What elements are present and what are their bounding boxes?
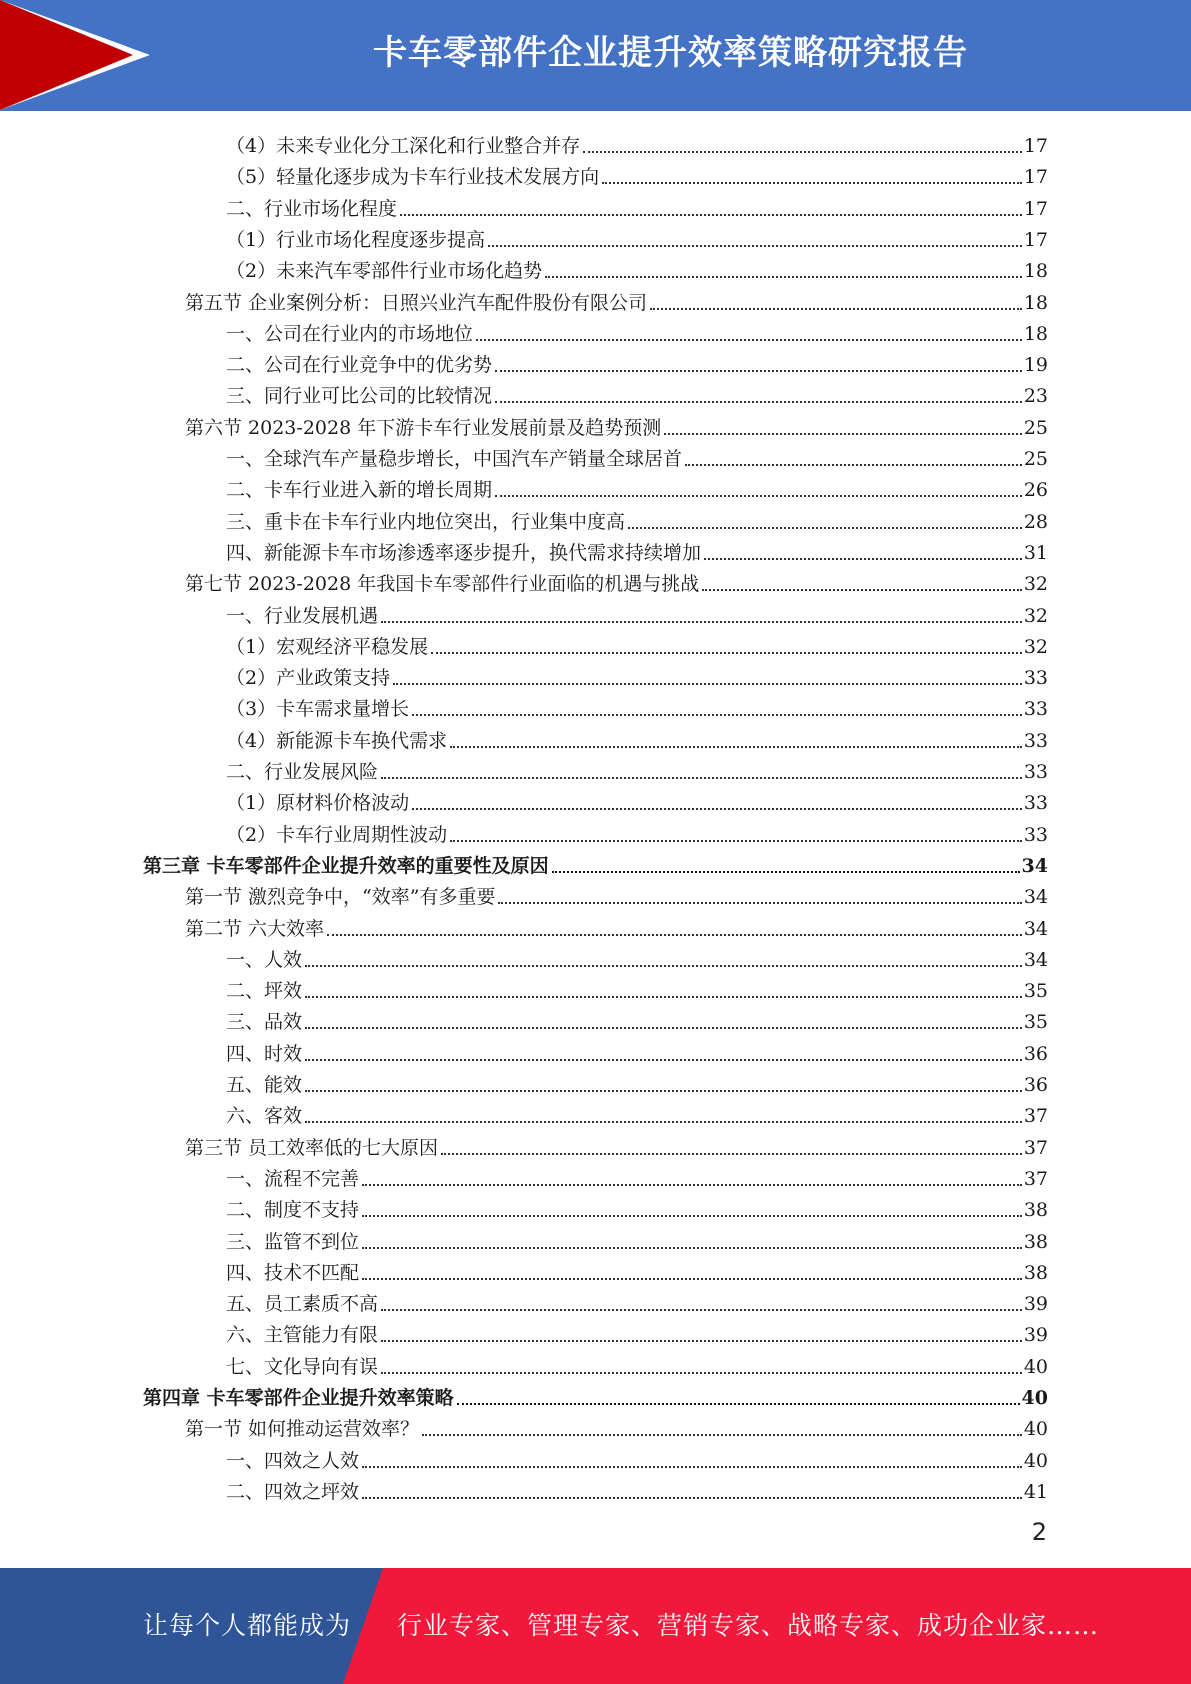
toc-entry[interactable] — [226, 785, 1048, 816]
toc-dot-leader — [362, 1278, 1022, 1280]
toc-dot-leader — [412, 808, 1022, 810]
toc-entry[interactable] — [226, 128, 1048, 159]
toc-entry[interactable] — [226, 191, 1048, 222]
toc-entry[interactable] — [226, 1349, 1048, 1380]
toc-entry[interactable] — [226, 629, 1048, 660]
toc-entry[interactable] — [226, 535, 1048, 566]
toc-entry-title: （2）未来汽车零部件行业市场化趋势 — [226, 260, 543, 282]
page-header-band — [0, 0, 1191, 111]
toc-entry-page: 18 — [1023, 260, 1048, 282]
toc-entry-title: 第三章 卡车零部件企业提升效率的重要性及原因 — [143, 855, 549, 877]
toc-entry-page: 34 — [1023, 918, 1048, 940]
toc-entry[interactable] — [226, 1161, 1048, 1192]
toc-dot-leader — [305, 996, 1022, 998]
toc-entry-title: 四、新能源卡车市场渗透率逐步提升，换代需求持续增加 — [226, 542, 702, 564]
toc-entry-page: 18 — [1023, 292, 1048, 314]
toc-dot-leader — [583, 151, 1022, 153]
toc-entry-title: （1）行业市场化程度逐步提高 — [226, 229, 486, 251]
toc-dot-leader — [381, 1340, 1022, 1342]
toc-dot-leader — [704, 558, 1022, 560]
toc-dot-leader — [305, 1059, 1022, 1061]
toc-dot-leader — [702, 589, 1022, 591]
toc-entry[interactable] — [226, 1098, 1048, 1129]
toc-entry-title: 三、重卡在卡车行业内地位突出，行业集中度高 — [226, 511, 626, 533]
toc-entry-page: 32 — [1023, 573, 1048, 595]
toc-entry-page: 17 — [1023, 166, 1048, 188]
toc-entry-title: 第四章 卡车零部件企业提升效率策略 — [143, 1387, 454, 1409]
toc-entry-page: 33 — [1023, 698, 1048, 720]
toc-entry[interactable] — [226, 598, 1048, 629]
toc-entry-page: 34 — [1021, 855, 1048, 877]
toc-entry[interactable] — [226, 817, 1048, 848]
toc-dot-leader — [628, 527, 1022, 529]
toc-entry-page: 19 — [1023, 354, 1048, 376]
toc-entry-title: 五、能效 — [226, 1074, 303, 1096]
toc-entry[interactable] — [185, 1411, 1048, 1442]
toc-entry-page: 26 — [1023, 479, 1048, 501]
toc-entry-title: 二、制度不支持 — [226, 1199, 360, 1221]
toc-entry-title: （5）轻量化逐步成为卡车行业技术发展方向 — [226, 166, 600, 188]
toc-entry[interactable] — [226, 347, 1048, 378]
toc-entry-page: 40 — [1021, 1387, 1048, 1409]
toc-entry[interactable] — [226, 504, 1048, 535]
toc-entry-page: 35 — [1023, 980, 1048, 1002]
toc-entry-page: 32 — [1023, 605, 1048, 627]
toc-entry-title: 二、行业市场化程度 — [226, 198, 398, 220]
toc-entry[interactable] — [226, 942, 1048, 973]
footer-slogan-right: 行业专家、管理专家、营销专家、战略专家、成功企业家…… — [397, 1611, 1100, 1640]
toc-entry-title: （2）卡车行业周期性波动 — [226, 824, 448, 846]
toc-entry-title: （3）卡车需求量增长 — [226, 698, 410, 720]
toc-entry-title: （4）未来专业化分工深化和行业整合并存 — [226, 135, 581, 157]
toc-entry-title: 四、技术不匹配 — [226, 1262, 360, 1284]
toc-entry-page: 35 — [1023, 1011, 1048, 1033]
toc-dot-leader — [381, 1309, 1022, 1311]
toc-dot-leader — [381, 777, 1022, 779]
toc-entry-title: 一、公司在行业内的市场地位 — [226, 323, 474, 345]
toc-entry-title: 二、公司在行业竞争中的优劣势 — [226, 354, 493, 376]
toc-entry-title: 七、文化导向有误 — [226, 1356, 379, 1378]
toc-entry-title: 二、坪效 — [226, 980, 303, 1002]
toc-entry-title: （2）产业政策支持 — [226, 667, 391, 689]
toc-entry[interactable] — [143, 1380, 1048, 1411]
toc-entry-page: 25 — [1023, 448, 1048, 470]
toc-entry[interactable] — [226, 378, 1048, 409]
toc-entry-title: 一、四效之人效 — [226, 1450, 360, 1472]
page-footer-band — [0, 1568, 1191, 1684]
toc-entry-page: 37 — [1023, 1168, 1048, 1190]
toc-entry-page: 33 — [1023, 792, 1048, 814]
toc-dot-leader — [305, 1027, 1022, 1029]
toc-dot-leader — [431, 652, 1022, 654]
toc-entry-page: 25 — [1023, 417, 1048, 439]
toc-dot-leader — [545, 276, 1022, 278]
toc-entry[interactable] — [226, 253, 1048, 284]
toc-entry[interactable] — [185, 566, 1048, 597]
toc-entry-title: 二、卡车行业进入新的增长周期 — [226, 479, 493, 501]
toc-entry-page: 33 — [1023, 761, 1048, 783]
toc-entry[interactable] — [185, 911, 1048, 942]
toc-entry[interactable] — [226, 159, 1048, 190]
toc-entry-title: 第七节 2023-2028 年我国卡车零部件行业面临的机遇与挑战 — [185, 573, 700, 595]
toc-dot-leader — [476, 339, 1022, 341]
toc-entry-page: 34 — [1023, 886, 1048, 908]
toc-entry-title: 第一节 如何推动运营效率？ — [185, 1418, 420, 1440]
toc-entry[interactable] — [226, 1317, 1048, 1348]
toc-dot-leader — [422, 1434, 1022, 1436]
toc-dot-leader — [327, 934, 1022, 936]
toc-dot-leader — [381, 1372, 1022, 1374]
toc-entry-page: 33 — [1023, 667, 1048, 689]
toc-dot-leader — [362, 1215, 1022, 1217]
toc-dot-leader — [602, 182, 1022, 184]
toc-entry[interactable] — [226, 316, 1048, 347]
toc-entry-page: 28 — [1023, 511, 1048, 533]
toc-entry[interactable] — [226, 1474, 1048, 1505]
toc-entry[interactable] — [226, 1036, 1048, 1067]
toc-entry[interactable] — [226, 1255, 1048, 1286]
toc-dot-leader — [381, 621, 1022, 623]
toc-entry[interactable] — [185, 879, 1048, 910]
toc-dot-leader — [488, 245, 1022, 247]
toc-dot-leader — [362, 1247, 1022, 1249]
toc-entry-title: 六、客效 — [226, 1105, 303, 1127]
toc-entry-page: 37 — [1023, 1137, 1048, 1159]
toc-entry[interactable] — [226, 1286, 1048, 1317]
toc-entry-page: 38 — [1023, 1199, 1048, 1221]
toc-entry-title: 三、监管不到位 — [226, 1231, 360, 1253]
toc-entry-page: 17 — [1023, 229, 1048, 251]
toc-entry-page: 40 — [1023, 1356, 1048, 1378]
toc-entry[interactable] — [226, 1443, 1048, 1474]
toc-entry-page: 39 — [1023, 1293, 1048, 1315]
toc-entry-title: 五、员工素质不高 — [226, 1293, 379, 1315]
toc-entry[interactable] — [143, 848, 1048, 879]
toc-entry[interactable] — [226, 1192, 1048, 1223]
toc-entry[interactable] — [226, 472, 1048, 503]
toc-entry-page: 38 — [1023, 1231, 1048, 1253]
toc-dot-leader — [495, 370, 1022, 372]
toc-entry[interactable] — [226, 1224, 1048, 1255]
toc-entry[interactable] — [226, 1067, 1048, 1098]
toc-entry-title: 二、四效之坪效 — [226, 1481, 360, 1503]
toc-dot-leader — [441, 1153, 1022, 1155]
toc-dot-leader — [305, 965, 1022, 967]
toc-entry-title: 一、人效 — [226, 949, 303, 971]
toc-entry-title: （4）新能源卡车换代需求 — [226, 730, 448, 752]
report-title: 卡车零部件企业提升效率策略研究报告 — [373, 33, 968, 73]
toc-entry-page: 39 — [1023, 1324, 1048, 1346]
toc-entry-page: 17 — [1023, 198, 1048, 220]
toc-entry-page: 37 — [1023, 1105, 1048, 1127]
toc-entry[interactable] — [185, 285, 1048, 316]
toc-dot-leader — [457, 1403, 1020, 1405]
toc-entry[interactable] — [226, 754, 1048, 785]
toc-entry-page: 38 — [1023, 1262, 1048, 1284]
toc-dot-leader — [412, 714, 1022, 716]
toc-entry-title: 一、全球汽车产量稳步增长，中国汽车产销量全球居首 — [226, 448, 683, 470]
toc-dot-leader — [495, 495, 1022, 497]
toc-entry[interactable] — [185, 410, 1048, 441]
toc-entry-page: 40 — [1023, 1450, 1048, 1472]
toc-entry[interactable] — [226, 222, 1048, 253]
footer-slogan-left: 让每个人都能成为 — [143, 1611, 352, 1640]
toc-entry-title: 一、行业发展机遇 — [226, 605, 379, 627]
toc-entry-page: 36 — [1023, 1043, 1048, 1065]
toc-dot-leader — [305, 1121, 1022, 1123]
toc-dot-leader — [650, 308, 1022, 310]
toc-entry[interactable] — [226, 660, 1048, 691]
toc-entry[interactable] — [226, 691, 1048, 722]
toc-entry-title: 第五节 企业案例分析：日照兴业汽车配件股份有限公司 — [185, 292, 648, 314]
page-number: 2 — [1031, 1518, 1047, 1546]
toc-dot-leader — [495, 401, 1022, 403]
toc-dot-leader — [393, 683, 1022, 685]
header-chevron-icon — [0, 0, 133, 110]
toc-entry-title: 第一节 激烈竞争中，“效率”有多重要 — [185, 886, 496, 908]
toc-entry-title: 三、品效 — [226, 1011, 303, 1033]
toc-entry-page: 33 — [1023, 730, 1048, 752]
toc-dot-leader — [400, 214, 1022, 216]
toc-entry-page: 41 — [1023, 1481, 1048, 1503]
toc-dot-leader — [664, 433, 1022, 435]
toc-entry[interactable] — [226, 1004, 1048, 1035]
toc-dot-leader — [305, 1090, 1022, 1092]
toc-entry[interactable] — [185, 1130, 1048, 1161]
toc-dot-leader — [498, 902, 1021, 904]
toc-entry-title: 第六节 2023-2028 年下游卡车行业发展前景及趋势预测 — [185, 417, 662, 439]
toc-entry-title: 三、同行业可比公司的比较情况 — [226, 385, 493, 407]
toc-dot-leader — [362, 1497, 1022, 1499]
toc-entry-page: 40 — [1023, 1418, 1048, 1440]
toc-entry-title: 一、流程不完善 — [226, 1168, 360, 1190]
toc-entry-title: 四、时效 — [226, 1043, 303, 1065]
toc-entry-page: 33 — [1023, 824, 1048, 846]
toc-entry-title: 六、主管能力有限 — [226, 1324, 379, 1346]
toc-entry-title: 二、行业发展风险 — [226, 761, 379, 783]
toc-entry-title: （1）宏观经济平稳发展 — [226, 636, 429, 658]
toc-dot-leader — [450, 840, 1022, 842]
toc-dot-leader — [362, 1466, 1022, 1468]
toc-entry-title: 第二节 六大效率 — [185, 918, 325, 940]
toc-entry-page: 18 — [1023, 323, 1048, 345]
toc-dot-leader — [362, 1184, 1022, 1186]
toc-entry-page: 36 — [1023, 1074, 1048, 1096]
toc-dot-leader — [450, 746, 1022, 748]
toc-dot-leader — [685, 464, 1022, 466]
toc-entry[interactable] — [226, 441, 1048, 472]
toc-entry[interactable] — [226, 723, 1048, 754]
toc-entry-page: 31 — [1023, 542, 1048, 564]
toc-entry-page: 17 — [1023, 135, 1048, 157]
toc-entry-page: 32 — [1023, 636, 1048, 658]
toc-entry-title: （1）原材料价格波动 — [226, 792, 410, 814]
toc-dot-leader — [552, 871, 1020, 873]
toc-entry[interactable] — [226, 973, 1048, 1004]
toc-entry-page: 34 — [1023, 949, 1048, 971]
toc-entry-title: 第三节 员工效率低的七大原因 — [185, 1137, 439, 1159]
toc-entry-page: 23 — [1023, 385, 1048, 407]
